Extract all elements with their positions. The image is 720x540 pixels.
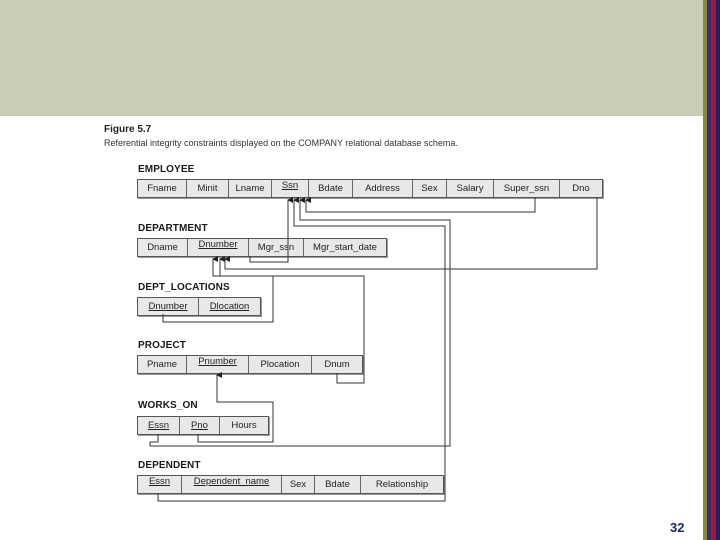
attr-hours: Hours — [231, 420, 257, 431]
attr-dnum: Dnum — [324, 359, 350, 370]
attr-dno: Dno — [572, 183, 590, 194]
attr-lname: Lname — [229, 180, 272, 197]
attr-dnumber-pk: Dnumber — [138, 298, 199, 315]
arrow-deptloc-dnumber-to-dnumber — [163, 259, 273, 322]
page-number: 32 — [670, 520, 685, 535]
arrow-dnum-to-dnumber — [220, 259, 364, 383]
arrow-pno-to-pnumber — [198, 375, 273, 442]
figure-title: Figure 5.7 — [104, 124, 152, 135]
attr-minit: Minit — [187, 180, 229, 197]
arrow-workson-essn-to-ssn — [150, 200, 450, 446]
figure-caption: Referential integrity constraints displayed on the COMPANY relational database schema. — [104, 138, 458, 148]
attr-bdate: Bdate — [309, 180, 353, 197]
attr-plocation: Plocation — [249, 356, 312, 373]
attr-relationship: Relationship — [375, 479, 429, 490]
attr-dlocation-pk: Dlocation — [209, 301, 250, 312]
attr-pnumber-pk: Pnumber — [187, 356, 249, 373]
attr-pno-pk: Pno — [180, 417, 220, 434]
attr-super-ssn: Super_ssn — [494, 180, 560, 197]
attr-ssn-pk: Ssn — [272, 180, 309, 197]
attr-dnumber-pk: Dnumber — [188, 239, 249, 256]
arrow-dno-to-dnumber — [225, 197, 597, 269]
attr-sex: Sex — [413, 180, 447, 197]
attr-address: Address — [353, 180, 413, 197]
attr-pname: Pname — [138, 356, 187, 373]
attr-fname: Fname — [138, 180, 187, 197]
arrow-dependent-essn-to-ssn — [158, 200, 445, 501]
attr-dname: Dname — [138, 239, 188, 256]
relation-title-employee: EMPLOYEE — [138, 164, 195, 175]
attr-dependent-name-pk: Dependent_name — [182, 476, 282, 493]
attr-mgr-start-date: Mgr_start_date — [313, 242, 377, 253]
relation-title-project: PROJECT — [138, 340, 186, 351]
attr-bdate: Bdate — [315, 476, 361, 493]
relation-title-dependent: DEPENDENT — [138, 460, 201, 471]
arrow-mgr-ssn-to-ssn — [250, 200, 288, 262]
relation-title-dept-locations: DEPT_LOCATIONS — [138, 282, 230, 293]
attr-essn-pk: Essn — [138, 417, 180, 434]
attr-salary: Salary — [447, 180, 494, 197]
attr-sex: Sex — [282, 476, 315, 493]
attr-mgr-ssn: Mgr_ssn — [249, 239, 304, 256]
relation-title-department: DEPARTMENT — [138, 223, 208, 234]
arrow-super-ssn-to-ssn — [306, 197, 535, 212]
relation-title-works-on: WORKS_ON — [138, 400, 198, 411]
attr-essn-pk: Essn — [138, 476, 182, 493]
